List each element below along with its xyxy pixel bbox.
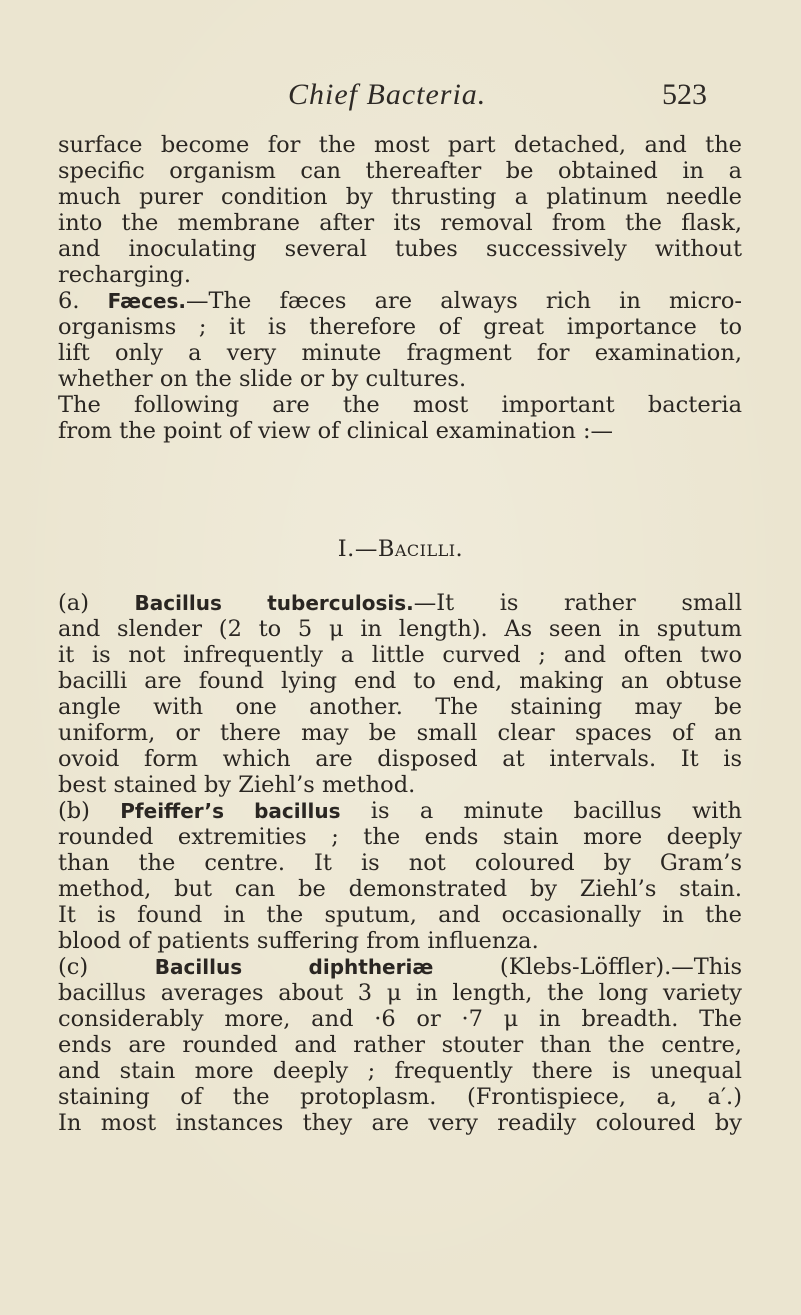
item-b-label: (b)	[58, 798, 90, 824]
text-line: organisms ; it is therefore of great importance to	[58, 314, 742, 340]
text-line: ovoid form which are disposed at intervals. It is	[58, 746, 742, 772]
text-line: much purer condition by thrusting a platinum needle	[58, 184, 742, 210]
text-line: staining of the protoplasm. (Frontispiece, a, a′.)	[58, 1084, 742, 1110]
text-line: ends are rounded and rather stouter than the centre,	[58, 1032, 742, 1058]
item-c-heading: Bacillus diphtheriæ	[154, 955, 434, 979]
item-a-heading: Bacillus tuberculosis.	[134, 591, 414, 615]
item-a-first-line-text: —It is rather small	[413, 590, 743, 616]
text-line: and slender (2 to 5 μ in length). As seen in sputum	[58, 616, 742, 642]
text-line: bacillus averages about 3 μ in length, the long variety	[58, 980, 742, 1006]
item-c-first-line	[58, 954, 742, 980]
text-line: whether on the slide or by cultures.	[58, 366, 467, 392]
text-line: specific organism can thereafter be obtained in a	[58, 158, 742, 184]
paragraph-number: 6.	[58, 288, 80, 314]
text-line: lift only a very minute fragment for examination,	[58, 340, 742, 366]
text-line: uniform, or there may be small clear spaces of an	[58, 720, 742, 746]
item-c-first-line-text: (Klebs-Löffler).—This	[433, 954, 742, 980]
faeces-first-line-text: —The fæces are always rich in micro-	[186, 288, 743, 314]
text-line: best stained by Ziehl’s method.	[58, 772, 416, 798]
text-line: surface become for the most part detached, and the	[58, 132, 742, 158]
item-b-first-line-text: is a minute bacillus with	[340, 798, 743, 824]
running-title: Chief Bacteria.	[288, 78, 487, 111]
item-b-first-line	[58, 798, 742, 824]
body-text-upper	[58, 132, 742, 444]
text-line: angle with one another. The staining may be	[58, 694, 742, 720]
section-heading-bacilli: I.—Bacilli.	[337, 536, 464, 562]
text-line: it is not infrequently a little curved ; and often two	[58, 642, 742, 668]
paragraph-faeces-first-line	[58, 288, 742, 314]
text-line: In most instances they are very readily coloured by	[58, 1110, 742, 1136]
text-line: bacilli are found lying end to end, making an obtuse	[58, 668, 742, 694]
text-line: considerably more, and ·6 or ·7 μ in breadth. The	[58, 1006, 742, 1032]
text-line: from the point of view of clinical examination :—	[58, 418, 614, 444]
text-line: recharging.	[58, 262, 191, 288]
item-a-first-line	[58, 590, 742, 616]
faeces-heading: Fæces.	[107, 289, 187, 313]
item-c-label: (c)	[58, 954, 89, 980]
text-line: than the centre. It is not coloured by Gram’s	[58, 850, 742, 876]
text-line: method, but can be demonstrated by Ziehl’s stain.	[58, 876, 742, 902]
item-b-heading: Pfeiffer’s bacillus	[120, 799, 341, 823]
body-text-lower	[58, 590, 742, 1136]
text-line: It is found in the sputum, and occasionally in the	[58, 902, 742, 928]
text-line: The following are the most important bacteria	[58, 392, 742, 418]
text-line: and inoculating several tubes successively without	[58, 236, 742, 262]
text-line: and stain more deeply ; frequently there is unequal	[58, 1058, 742, 1084]
text-line: rounded extremities ; the ends stain more deeply	[58, 824, 742, 850]
running-head	[0, 78, 801, 120]
page-number: 523	[662, 78, 707, 111]
text-line: into the membrane after its removal from the flask,	[58, 210, 742, 236]
item-a-label: (a)	[58, 590, 89, 616]
text-line: blood of patients suffering from influenza.	[58, 928, 539, 954]
